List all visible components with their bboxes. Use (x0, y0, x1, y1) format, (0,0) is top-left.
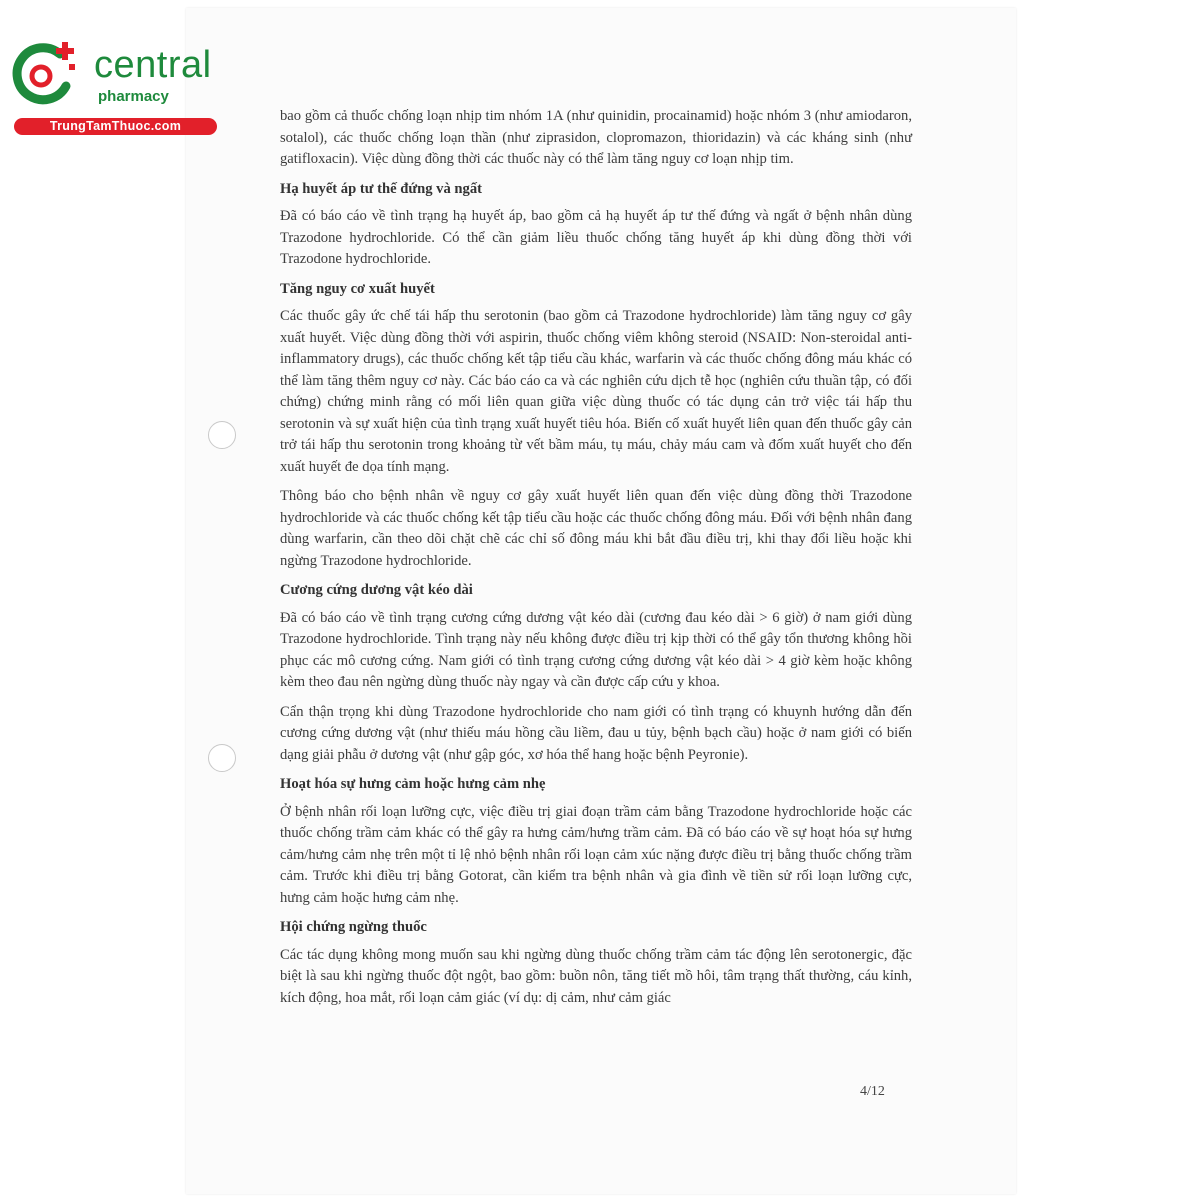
logo-name: central (94, 44, 212, 86)
section-heading: Tăng nguy cơ xuất huyết (280, 280, 435, 297)
logo-website: TrungTamThuoc.com (14, 118, 217, 135)
paragraph: Các thuốc gây ức chế tái hấp thu serotonin (bao gồm cả Trazodone hydrochloride) làm tăng nguy cơ gây xuất huyết. Việc dùng đồng thời với aspirin, thuốc chống viêm không steroid (NSAID: Non-steroidal anti-inflammatory drugs), các thuốc chống kết tập tiểu cầu khác, warfarin và các thuốc chống đông máu khác có thể làm tăng thêm nguy cơ này. Các báo cáo ca và các nghiên cứu dịch tễ học (nghiên cứu thuần tập, có đối chứng) chứng minh rằng có mối liên quan giữa việc dùng thuốc có tác dụng cản trở việc tái hấp thu serotonin và sự xuất hiện của tình trạng xuất huyết tiêu hóa. Biến cố xuất huyết liên quan đến thuốc gây cản trở tái hấp thu serotonin trong khoảng từ vết bầm máu, tụ máu, chảy máu cam và đốm xuất huyết cho đến xuất huyết đe dọa tính mạng. (280, 308, 912, 475)
page-number: 4/12 (860, 1084, 885, 1099)
section-heading: Hoạt hóa sự hưng cảm hoặc hưng cảm nhẹ (280, 776, 546, 792)
punch-hole-top (208, 421, 236, 449)
central-pharmacy-logo (8, 40, 218, 140)
document-body (280, 106, 912, 1017)
pharmacy-cross-icon (8, 40, 88, 110)
punch-hole-bottom (208, 744, 236, 772)
paragraph: Cẩn thận trọng khi dùng Trazodone hydrochloride cho nam giới có tình trạng có khuynh hướng dẫn đến cương cứng dương vật (như thiếu máu hồng cầu liềm, đau u tủy, bệnh bạch cầu) hoặc ở nam giới có biến dạng giải phẫu ở dương vật (như gập góc, xơ hóa thể hang hoặc bệnh Peyronie). (280, 703, 912, 763)
section-heading: Hạ huyết áp tư thế đứng và ngất (280, 180, 482, 197)
paragraph: Đã có báo cáo về tình trạng hạ huyết áp, bao gồm cả hạ huyết áp tư thế đứng và ngất ở bệnh nhân dùng Trazodone hydrochloride. Có thể cần giảm liều thuốc chống tăng huyết áp khi dùng đồng thời với Trazodone hydrochloride. (280, 208, 912, 267)
paragraph: Thông báo cho bệnh nhân về nguy cơ gây xuất huyết liên quan đến việc dùng đồng thời Trazodone hydrochloride và các thuốc chống kết tập tiểu cầu hoặc các thuốc chống đông máu. Đối với bệnh nhân đang dùng warfarin, cần theo dõi chặt chẽ các chỉ số đông máu khi bắt đầu điều trị, khi thay đổi liều hoặc khi ngừng Trazodone hydrochloride. (280, 488, 912, 569)
paragraph: Đã có báo cáo về tình trạng cương cứng dương vật kéo dài (cương đau kéo dài > 6 giờ) ở nam giới dùng Trazodone hydrochloride. Tình trạng này nếu không được điều trị kịp thời có thể gây tổn thương không hồi phục các mô cương cứng. Nam giới có tình trạng cương cứng dương vật kéo dài > 4 giờ kèm hoặc không kèm theo đau nên ngừng dùng thuốc này ngay và cần được cấp cứu y khoa. (280, 609, 912, 690)
paragraph: bao gồm cả thuốc chống loạn nhịp tim nhóm 1A (như quinidin, procainamid) hoặc nhóm 3 (như amiodaron, sotalol), các thuốc chống loạn thần (như ziprasidon, clopromazon, thioridazin) và các kháng sinh (như gatifloxacin). Việc dùng đồng thời các thuốc này có thể làm tăng nguy cơ loạn nhịp tim. (280, 108, 912, 167)
section-heading: Hội chứng ngừng thuốc (280, 919, 427, 935)
paragraph: Các tác dụng không mong muốn sau khi ngừng dùng thuốc chống trầm cảm tác động lên serotonergic, đặc biệt là sau khi ngừng thuốc đột ngột, bao gồm: buồn nôn, tăng tiết mồ hôi, tâm trạng thất thường, cáu kỉnh, kích động, hoa mắt, rối loạn cảm giác (ví dụ: dị cảm, như cảm giác (280, 946, 912, 1006)
logo-subtitle: pharmacy (98, 88, 169, 105)
section-heading: Cương cứng dương vật kéo dài (280, 582, 473, 598)
paragraph: Ở bệnh nhân rối loạn lưỡng cực, việc điều trị giai đoạn trầm cảm bằng Trazodone hydrochloride hoặc các thuốc chống trầm cảm khác có thể gây ra hưng cảm/hưng trầm cảm. Đã có báo cáo về sự hoạt hóa sự hưng cảm/hưng cảm nhẹ trên một tỉ lệ nhỏ bệnh nhân rối loạn cảm xúc nặng được điều trị bằng thuốc chống trầm cảm. Trước khi điều trị bằng Gotorat, cần kiểm tra bệnh nhân và gia đình về tiền sử rối loạn lưỡng cực, hưng cảm hoặc hưng cảm nhẹ. (280, 803, 912, 906)
